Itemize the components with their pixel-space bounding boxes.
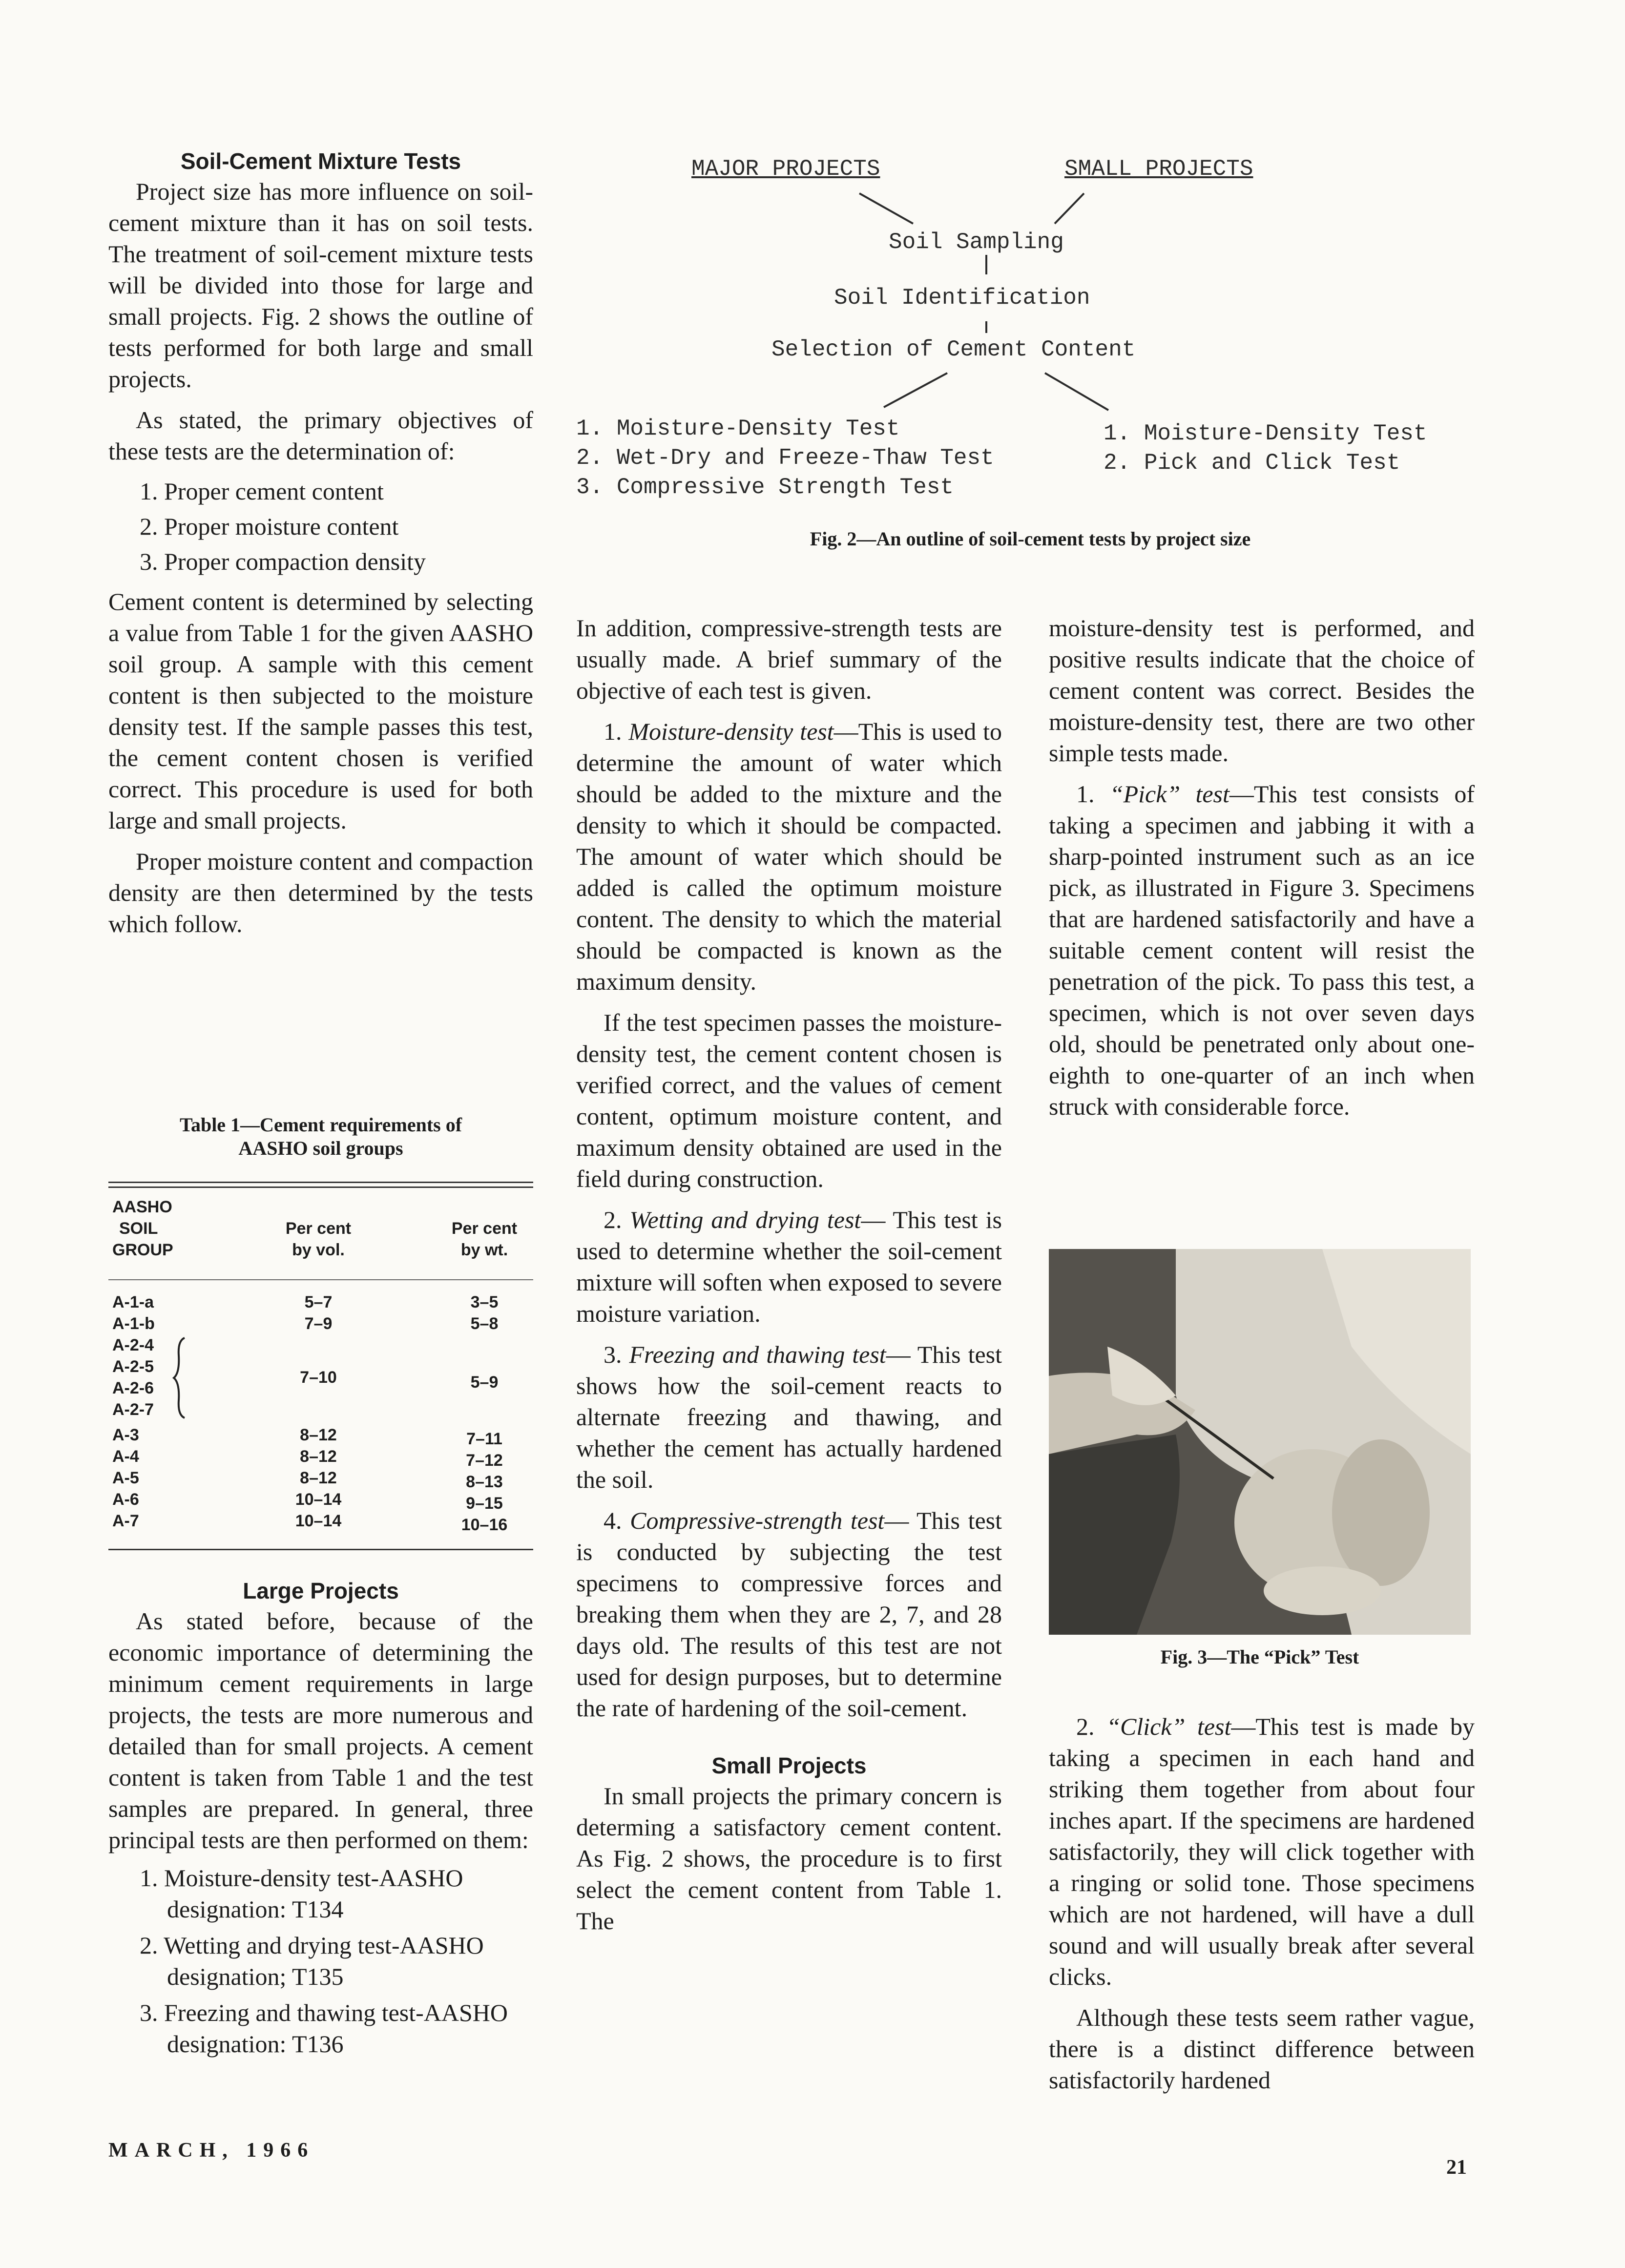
- cell-vol: 10–14: [295, 1512, 342, 1530]
- middle-column: [576, 612, 1002, 1936]
- list-item: 2. Proper moisture content: [140, 513, 399, 540]
- item-number: 2.: [1076, 1713, 1107, 1740]
- page-number: 21: [1446, 2156, 1467, 2179]
- left-column: [108, 146, 533, 939]
- section-heading: Soil-Cement Mixture Tests: [180, 148, 461, 174]
- item-number: 3.: [604, 1341, 629, 1368]
- item-body: —This test consists of taking a specimen and jabbing it with a sharp-pointed instrument such as an ice pick, as illustrated in Figure 3. Specimens that are hardened satisfactorily and have a suitable cement content will resist the penetration of the pick. To pass this test, a specimen, which is not over seven days old, should be penetrated only about one-eighth to one-quarter of an inch when struck with considerable force.: [1049, 780, 1475, 1120]
- header-cell: AASHO: [112, 1198, 172, 1216]
- selection-label: Selection of Cement Content: [771, 337, 1136, 362]
- paragraph: In small projects the primary concern is determing a satisfactory cement content. As Fig. 2 shows, the procedure is to first select the cement content from Table 1. The: [576, 1782, 1002, 1935]
- pick-test-photo: [1049, 1249, 1471, 1635]
- cell-vol: 10–14: [295, 1490, 342, 1509]
- item-body: —This is used to determine the amount of water which should be added to the mixture and the density to which it should be compacted. The amount of water which should be added is called the optimum moisture content. The density to which the material should be compacted is known as the maximum density.: [576, 718, 1002, 995]
- paragraph: [576, 1505, 1002, 1724]
- cell-group: A-7: [112, 1512, 139, 1530]
- figure-3-caption: Fig. 3—The “Pick” Test: [1160, 1646, 1359, 1668]
- header-cell: Per cent: [285, 1219, 352, 1238]
- table-caption-line: Table 1—Cement requirements of: [179, 1114, 462, 1136]
- right-column-lower: [1049, 1711, 1475, 2096]
- paragraph: In addition, compressive-strength tests are usually made. A brief summary of the objective of each test is given.: [576, 614, 1002, 704]
- table-rule: [108, 1186, 533, 1188]
- cell-wt: 5–8: [470, 1314, 499, 1333]
- cell-group: A-3: [112, 1426, 139, 1444]
- objectives-list: [108, 474, 533, 579]
- cell-group: A-5: [112, 1469, 139, 1487]
- section-heading: Large Projects: [243, 1578, 399, 1603]
- header-cell: Per cent: [451, 1219, 518, 1238]
- item-body: — This test shows how the soil-cement reacts to alternate freezing and thawing, and whether the cement has actually hardened the soil.: [576, 1341, 1002, 1493]
- cell-wt: 9–15: [466, 1494, 503, 1513]
- table-row: [108, 1512, 533, 1534]
- table-row: [108, 1490, 533, 1513]
- list-item: 3. Proper compaction density: [140, 548, 426, 575]
- cell-wt: 5–9: [470, 1373, 499, 1392]
- cell-wt: 10–16: [461, 1516, 508, 1534]
- cell-group: A-1-b: [112, 1314, 155, 1333]
- figure-2-caption: Fig. 2—An outline of soil-cement tests by project size: [810, 528, 1251, 550]
- table-header-group: [112, 1196, 173, 1261]
- table-row: [108, 1314, 533, 1334]
- item-body: — This test is conducted by subjecting the test specimens to compressive forces and breaking them when they are 2, 7, and 28 days old. The results of this test are not used for design purposes, but to determine the rate of hardening of the soil-cement.: [576, 1507, 1002, 1722]
- list-item: 1. Proper cement content: [140, 478, 384, 505]
- paragraph: As stated before, because of the economic importance of determining the minimum cement requirements in large projects, the tests are more numerous and detailed than for small projects. A cement content is taken from Table 1 and the test samples are prepared. In general, three principal tests are then performed on them:: [108, 1607, 533, 1853]
- cell-vol: 8–12: [300, 1426, 337, 1444]
- paragraph: moisture-density test is performed, and positive results indicate that the choice of cement content was correct. Besides the moisture-density test, there are two other simple tests made.: [1049, 614, 1475, 767]
- table-rule: [108, 1279, 533, 1280]
- item-title: Compressive-strength test: [630, 1507, 885, 1534]
- paragraph: Although these tests seem rather vague, there is a distinct difference between satisfactorily hardened: [1049, 2004, 1475, 2094]
- table-caption: [108, 1113, 533, 1160]
- paragraph: [576, 716, 1002, 997]
- item-number: 4.: [604, 1507, 630, 1534]
- table-rule: [108, 1549, 533, 1550]
- list-item: 3. Compressive Strength Test: [576, 475, 954, 500]
- cell-wt: 7–11: [466, 1430, 502, 1448]
- list-item: 1. Moisture-Density Test: [576, 416, 900, 441]
- header-cell: GROUP: [112, 1241, 173, 1259]
- cell-vol: 5–7: [304, 1293, 333, 1311]
- cement-requirements-table: [108, 1182, 533, 1562]
- paragraph: [576, 1339, 1002, 1495]
- table-header-vol: [270, 1218, 367, 1261]
- cell-group: A-2-5: [112, 1357, 154, 1376]
- item-title: “Pick” test: [1109, 780, 1229, 808]
- table-row: [108, 1447, 533, 1470]
- major-projects-label: MAJOR PROJECTS: [691, 156, 880, 182]
- cell-group: A-6: [112, 1490, 139, 1509]
- cell-vol: 7–10: [300, 1368, 337, 1387]
- item-body: — This test is used to determine whether the soil-cement mixture will soften when exposed to severe moisture variation.: [576, 1206, 1002, 1327]
- item-title: Moisture-density test: [628, 718, 834, 745]
- soil-identification-label: Soil Identification: [834, 285, 1090, 311]
- header-cell: by wt.: [460, 1241, 508, 1259]
- list-item: 1. Moisture-density test-AASHO designation: T134: [140, 1864, 463, 1923]
- header-cell: SOIL: [119, 1219, 158, 1238]
- paragraph: [576, 1204, 1002, 1329]
- table-header-wt: [440, 1218, 528, 1261]
- paragraph: If the test specimen passes the moisture-density test, the cement content chosen is verified correct, and the values of cement content, optimum moisture content, and maximum density obtained are used in the field during construction.: [576, 1009, 1002, 1192]
- paragraph: Project size has more influence on soil-cement mixture than it has on soil tests. The treatment of soil-cement mixture tests will be divided into those for large and small projects. Fig. 2 shows the outline of tests performed for both large and small projects.: [108, 178, 533, 393]
- item-title: Wetting and drying test: [629, 1206, 861, 1233]
- cell-group: A-4: [112, 1447, 139, 1466]
- cell-group: A-2-4: [112, 1336, 154, 1354]
- right-column: [1049, 612, 1475, 1122]
- list-item: 2. Wetting and drying test-AASHO designation; T135: [140, 1932, 484, 1990]
- cell-vol: 7–9: [304, 1314, 333, 1333]
- item-body: —This test is made by taking a specimen in each hand and striking them together from about four inches apart. If the specimens are hardened satisfactorily, they will click together with a ringing or solid tone. Those specimens which are not hardened, will have a dull sound and will usually break after several clicks.: [1049, 1713, 1475, 1990]
- cell-group: A-2-7: [112, 1400, 154, 1419]
- pick-test-illustration: [1049, 1249, 1471, 1635]
- item-number: 1.: [604, 718, 629, 745]
- item-number: 1.: [1076, 780, 1110, 808]
- header-cell: by vol.: [292, 1241, 345, 1259]
- paragraph: [1049, 778, 1475, 1122]
- list-item: 1. Moisture-Density Test: [1104, 421, 1427, 446]
- cell-wt: 7–12: [466, 1451, 503, 1470]
- list-item: 2. Wet-Dry and Freeze-Thaw Test: [576, 445, 994, 471]
- small-projects-label: SMALL PROJECTS: [1064, 156, 1253, 182]
- cell-wt: 3–5: [470, 1293, 499, 1311]
- brace-icon: [171, 1336, 190, 1420]
- item-title: “Click” test: [1106, 1713, 1231, 1740]
- left-column-lower: [108, 1576, 533, 2066]
- small-tests-list: [1104, 419, 1427, 478]
- table-row: [108, 1469, 533, 1491]
- table-caption-line: AASHO soil groups: [238, 1137, 403, 1159]
- item-number: 2.: [604, 1206, 630, 1233]
- paragraph: Proper moisture content and compaction density are then determined by the tests which follow.: [108, 848, 533, 937]
- major-tests-list: [576, 414, 994, 502]
- large-tests-list: [108, 1862, 533, 2060]
- issue-date: MARCH, 1966: [108, 2139, 315, 2162]
- cell-wt: 8–13: [466, 1473, 503, 1491]
- list-item: 2. Pick and Click Test: [1104, 450, 1400, 476]
- paragraph: [1049, 1711, 1475, 1992]
- table-row: [108, 1426, 533, 1448]
- figure-2: [566, 146, 1494, 566]
- item-title: Freezing and thawing test: [629, 1341, 886, 1368]
- table-rule: [108, 1182, 533, 1183]
- section-heading: Small Projects: [711, 1753, 867, 1778]
- table-row: [108, 1293, 533, 1312]
- cell-group: A-2-6: [112, 1379, 154, 1397]
- cell-group: A-1-a: [112, 1293, 154, 1311]
- paragraph: As stated, the primary objectives of these tests are the determination of:: [108, 406, 533, 465]
- soil-sampling-label: Soil Sampling: [889, 229, 1064, 255]
- list-item: 3. Freezing and thawing test-AASHO designation: T136: [140, 1999, 508, 2058]
- paragraph: Cement content is determined by selecting a value from Table 1 for the given AASHO soil group. A sample with this cement content is then subjected to the moisture density test. If the sample passes this test, the cement content chosen is verified correct. This procedure is used for both large and small projects.: [108, 588, 533, 834]
- cell-vol: 8–12: [300, 1469, 337, 1487]
- cell-vol: 8–12: [300, 1447, 337, 1466]
